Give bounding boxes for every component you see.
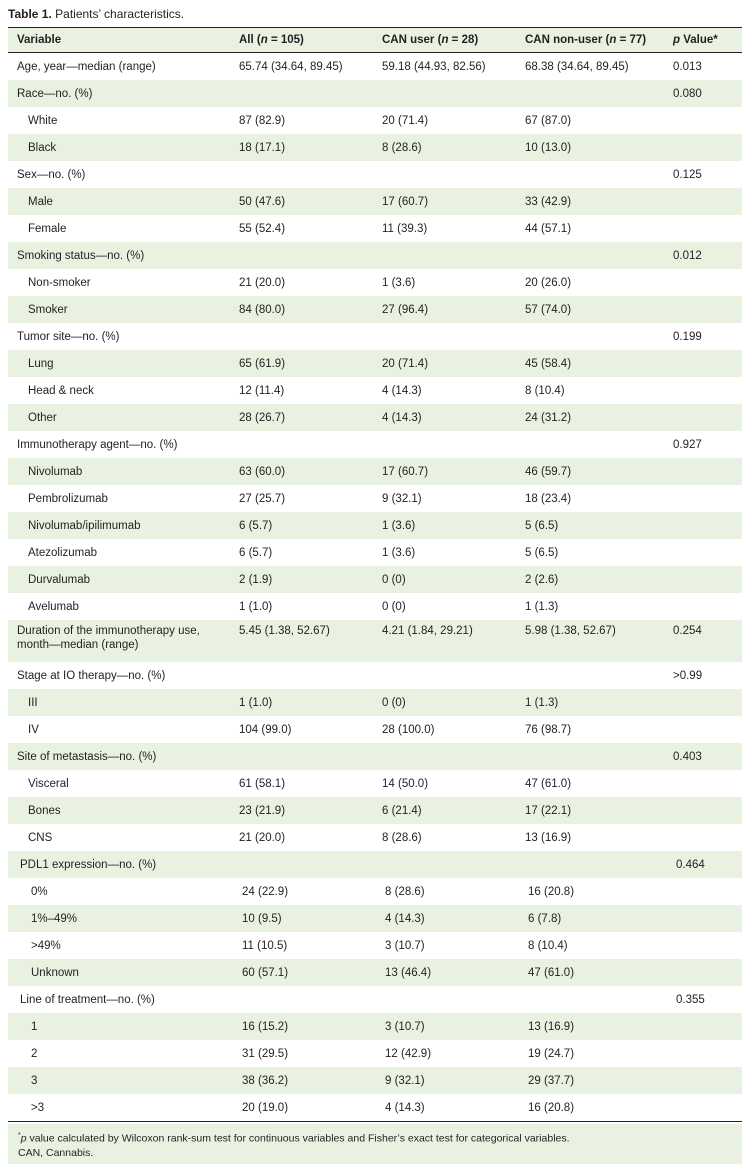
table-row: [8, 269, 742, 296]
cell-can-user: [373, 242, 516, 269]
table-row: [8, 242, 742, 269]
cell-all: 18 (17.1): [230, 134, 373, 161]
cell-can-user: 12 (42.9): [385, 1047, 432, 1060]
cell-p-value: 0.080: [664, 80, 742, 107]
cell-can-user: [373, 80, 516, 107]
cell-variable: CNS: [28, 831, 53, 844]
cell-can-non-user: 57 (74.0): [516, 296, 664, 323]
cell-can-user: [373, 431, 516, 458]
cell-all: 24 (22.9): [242, 885, 289, 898]
cell-can-non-user: [516, 986, 664, 1013]
cell-can-user: 59.18 (44.93, 82.56): [382, 60, 486, 73]
cell-can-non-user: 17 (22.1): [516, 797, 664, 824]
cell-variable: Line of treatment—no. (%): [20, 993, 155, 1006]
cell-p-value: [664, 350, 742, 377]
cell-can-non-user: 29 (37.7): [516, 1067, 664, 1094]
table-row: [8, 689, 742, 716]
table-row: [8, 80, 742, 107]
cell-can-user: 9 (32.1): [373, 1067, 516, 1094]
cell-all: 16 (15.2): [230, 1013, 373, 1040]
cell-all: 65 (61.9): [230, 350, 373, 377]
cell-all: 1 (1.0): [230, 689, 373, 716]
cell-p-value: [664, 404, 742, 431]
cell-can-non-user: 16 (20.8): [516, 1094, 664, 1122]
table-row: [8, 134, 742, 161]
cell-p-value: [664, 512, 742, 539]
cell-variable: Smoking status—no. (%): [8, 242, 230, 269]
cell-can-user: 1 (3.6): [373, 512, 516, 539]
cell-can-non-user: 10 (13.0): [516, 134, 664, 161]
cell-can-user: 0 (0): [373, 566, 516, 593]
table-row: [8, 215, 742, 242]
cell-can-non-user: 13 (16.9): [516, 1013, 664, 1040]
cell-can-non-user: 19 (24.7): [528, 1047, 575, 1060]
cell-can-user: 1 (3.6): [382, 276, 416, 289]
cell-can-non-user: 5.98 (1.38, 52.67): [516, 620, 664, 662]
table-row: [8, 539, 742, 566]
cell-all: [230, 431, 373, 458]
cell-can-user: [373, 743, 516, 770]
cell-variable: Pembrolizumab: [28, 492, 108, 505]
cell-p-value: [664, 1067, 742, 1094]
table-row: [8, 161, 742, 188]
cell-variable: Avelumab: [28, 600, 79, 613]
table-row: [8, 53, 742, 81]
cell-all: [230, 851, 373, 878]
header-can-user: CAN user (n = 28): [373, 28, 516, 53]
cell-all: 6 (5.7): [239, 546, 273, 559]
table-header-row: [8, 28, 742, 53]
cell-p-value: 0.012: [664, 242, 742, 269]
cell-can-non-user: [516, 80, 664, 107]
cell-all: 21 (20.0): [239, 831, 286, 844]
cell-variable: Other: [8, 404, 230, 431]
cell-can-non-user: 5 (6.5): [525, 546, 559, 559]
cell-variable: III: [8, 689, 230, 716]
cell-all: 28 (26.7): [230, 404, 373, 431]
cell-p-value: >0.99: [673, 669, 703, 682]
cell-variable: Immunotherapy agent—no. (%): [17, 438, 178, 451]
header-variable: Variable: [8, 28, 230, 53]
cell-all: 23 (21.9): [230, 797, 373, 824]
cell-can-non-user: 20 (26.0): [525, 276, 572, 289]
header-p-value: p Value*: [664, 28, 742, 53]
cell-can-user: 14 (50.0): [382, 777, 429, 790]
cell-p-value: [664, 797, 742, 824]
cell-can-non-user: 18 (23.4): [525, 492, 572, 505]
cell-all: 104 (99.0): [239, 723, 292, 736]
cell-can-non-user: 1 (1.3): [516, 689, 664, 716]
cell-p-value: 0.403: [664, 743, 742, 770]
cell-can-non-user: 1 (1.3): [525, 600, 559, 613]
cell-all: 84 (80.0): [230, 296, 373, 323]
cell-all: 10 (9.5): [230, 905, 373, 932]
cell-p-value: [664, 458, 742, 485]
table-row: [8, 662, 742, 689]
table-row: [8, 566, 742, 593]
cell-can-user: 4 (14.3): [373, 905, 516, 932]
cell-variable: PDL1 expression—no. (%): [8, 851, 230, 878]
cell-can-non-user: [516, 323, 664, 350]
cell-variable: 2: [31, 1047, 38, 1060]
cell-variable: >49%: [31, 939, 61, 952]
cell-variable: Male: [8, 188, 230, 215]
table-row: [8, 878, 742, 905]
table-caption: [8, 6, 184, 22]
cell-can-non-user: 33 (42.9): [516, 188, 664, 215]
cell-can-non-user: 46 (59.7): [516, 458, 664, 485]
cell-can-non-user: [516, 851, 664, 878]
cell-can-user: [373, 161, 516, 188]
table-row: [8, 932, 742, 959]
cell-p-value: [664, 566, 742, 593]
cell-can-user: 4 (14.3): [382, 384, 422, 397]
cell-all: 63 (60.0): [230, 458, 373, 485]
cell-p-value: 0.464: [664, 851, 742, 878]
cell-can-non-user: 8 (10.4): [525, 384, 565, 397]
cell-variable: Non-smoker: [28, 276, 91, 289]
cell-can-non-user: 8 (10.4): [528, 939, 568, 952]
cell-all: [230, 743, 373, 770]
cell-variable: 1%–49%: [8, 905, 230, 932]
table-row: [8, 485, 742, 512]
table-row: [8, 512, 742, 539]
cell-all: 31 (29.5): [242, 1047, 289, 1060]
cell-can-user: 9 (32.1): [382, 492, 422, 505]
cell-can-non-user: 67 (87.0): [525, 114, 572, 127]
cell-p-value: 0.355: [676, 993, 705, 1006]
footnote-line-1: *p value calculated by Wilcoxon rank-sum test for continuous variables and Fisher’s exact test for categorical variables.: [18, 1132, 570, 1145]
table-row: [8, 188, 742, 215]
cell-can-non-user: 68.38 (34.64, 89.45): [525, 60, 629, 73]
cell-variable: Duration of the immunotherapy use, month—median (range): [8, 620, 230, 662]
cell-can-user: 4 (14.3): [373, 1094, 516, 1122]
cell-p-value: [664, 1094, 742, 1122]
table-row: [8, 404, 742, 431]
table-row: [8, 1094, 742, 1122]
cell-all: 5.45 (1.38, 52.67): [230, 620, 373, 662]
cell-p-value: [664, 107, 742, 134]
cell-p-value: [664, 539, 742, 566]
table-row: [8, 770, 742, 797]
cell-can-user: 20 (71.4): [373, 350, 516, 377]
cell-variable: IV: [28, 723, 39, 736]
cell-can-user: 8 (28.6): [382, 831, 422, 844]
cell-all: 27 (25.7): [239, 492, 286, 505]
cell-all: 60 (57.1): [230, 959, 373, 986]
cell-can-user: [373, 323, 516, 350]
table-row: [8, 296, 742, 323]
table-row: [8, 1040, 742, 1067]
cell-can-non-user: 2 (2.6): [516, 566, 664, 593]
cell-can-user: 27 (96.4): [373, 296, 516, 323]
cell-can-user: 17 (60.7): [373, 458, 516, 485]
cell-all: 11 (10.5): [242, 939, 288, 952]
cell-can-user: 4.21 (1.84, 29.21): [373, 620, 516, 662]
cell-can-user: 3 (10.7): [385, 939, 425, 952]
cell-p-value: [664, 959, 742, 986]
cell-p-value: [664, 593, 742, 620]
cell-all: 20 (19.0): [230, 1094, 373, 1122]
cell-all: 87 (82.9): [239, 114, 286, 127]
cell-p-value: [664, 485, 742, 512]
cell-all: 61 (58.1): [239, 777, 286, 790]
cell-all: 6 (5.7): [230, 512, 373, 539]
cell-can-user: 4 (14.3): [373, 404, 516, 431]
table-row: [8, 1067, 742, 1094]
cell-can-non-user: [516, 242, 664, 269]
table-row: [8, 959, 742, 986]
cell-can-non-user: 44 (57.1): [525, 222, 572, 235]
cell-p-value: [664, 134, 742, 161]
cell-p-value: [664, 932, 742, 959]
cell-can-non-user: 13 (16.9): [525, 831, 572, 844]
cell-can-non-user: [516, 743, 664, 770]
patient-characteristics-table: [8, 27, 742, 1122]
cell-all: 38 (36.2): [230, 1067, 373, 1094]
cell-all: [230, 986, 373, 1013]
table-row: [8, 986, 742, 1013]
cell-can-user: [373, 851, 516, 878]
cell-all: 50 (47.6): [230, 188, 373, 215]
cell-can-user: 0 (0): [373, 689, 516, 716]
cell-variable: Race—no. (%): [8, 80, 230, 107]
cell-all: 2 (1.9): [230, 566, 373, 593]
cell-can-non-user: [516, 431, 664, 458]
table-row: [8, 350, 742, 377]
cell-all: [230, 662, 373, 689]
cell-can-user: 17 (60.7): [373, 188, 516, 215]
cell-variable: 3: [8, 1067, 230, 1094]
cell-p-value: 0.013: [673, 60, 702, 73]
cell-all: [230, 323, 373, 350]
cell-p-value: [664, 1013, 742, 1040]
cell-p-value: [664, 824, 742, 851]
table-row: [8, 851, 742, 878]
cell-p-value: [664, 770, 742, 797]
cell-variable: Bones: [8, 797, 230, 824]
cell-p-value: [664, 878, 742, 905]
table-row: [8, 377, 742, 404]
cell-can-user: [373, 986, 516, 1013]
table-footnote: [8, 1124, 742, 1164]
table-row: [8, 743, 742, 770]
cell-variable: Head & neck: [28, 384, 94, 397]
cell-p-value: 0.125: [673, 168, 702, 181]
cell-variable: Tumor site—no. (%): [17, 330, 120, 343]
cell-variable: Sex—no. (%): [17, 168, 86, 181]
cell-variable: Visceral: [28, 777, 69, 790]
table-row: [8, 620, 742, 662]
cell-can-user: 20 (71.4): [382, 114, 429, 127]
cell-variable: >3: [8, 1094, 230, 1122]
cell-p-value: 0.254: [664, 620, 742, 662]
cell-variable: White: [28, 114, 58, 127]
footnote-line-2: CAN, Cannabis.: [18, 1146, 94, 1159]
cell-variable: Atezolizumab: [28, 546, 98, 559]
cell-can-non-user: 47 (61.0): [516, 959, 664, 986]
cell-variable: Stage at IO therapy—no. (%): [17, 669, 166, 682]
cell-can-user: 8 (28.6): [373, 134, 516, 161]
table-row: [8, 458, 742, 485]
cell-p-value: [664, 716, 742, 743]
cell-variable: Black: [8, 134, 230, 161]
table-row: [8, 797, 742, 824]
cell-all: 1 (1.0): [239, 600, 273, 613]
cell-variable: Lung: [8, 350, 230, 377]
cell-can-user: 0 (0): [382, 600, 406, 613]
cell-p-value: [664, 689, 742, 716]
cell-p-value: [664, 296, 742, 323]
cell-variable: Nivolumab: [8, 458, 230, 485]
cell-can-user: 28 (100.0): [382, 723, 435, 736]
table-row: [8, 716, 742, 743]
cell-can-user: 3 (10.7): [373, 1013, 516, 1040]
table-row: [8, 431, 742, 458]
table-row: [8, 1013, 742, 1040]
cell-all: 21 (20.0): [239, 276, 286, 289]
cell-p-value: [664, 215, 742, 242]
cell-all: 12 (11.4): [239, 384, 285, 397]
cell-can-non-user: 24 (31.2): [516, 404, 664, 431]
cell-variable: Site of metastasis—no. (%): [8, 743, 230, 770]
table-row: [8, 824, 742, 851]
cell-variable: 0%: [31, 885, 48, 898]
cell-can-user: 6 (21.4): [373, 797, 516, 824]
table-row: [8, 107, 742, 134]
cell-p-value: [664, 905, 742, 932]
cell-p-value: [664, 269, 742, 296]
cell-p-value: 0.199: [673, 330, 702, 343]
cell-can-user: [373, 662, 516, 689]
cell-variable: Unknown: [8, 959, 230, 986]
cell-can-non-user: 45 (58.4): [516, 350, 664, 377]
cell-can-non-user: 47 (61.0): [525, 777, 572, 790]
cell-can-non-user: 16 (20.8): [528, 885, 575, 898]
cell-p-value: [664, 1040, 742, 1067]
table-caption-label: Table 1.: [8, 7, 52, 21]
cell-can-user: 13 (46.4): [373, 959, 516, 986]
cell-can-user: 11 (39.3): [382, 222, 428, 235]
table-row: [8, 593, 742, 620]
cell-p-value: [664, 188, 742, 215]
cell-variable: Durvalumab: [8, 566, 230, 593]
table-caption-text: Patients’ characteristics.: [55, 7, 185, 21]
table-row: [8, 905, 742, 932]
cell-variable: Age, year—median (range): [17, 60, 156, 73]
header-can-non-user: CAN non-user (n = 77): [516, 28, 664, 53]
cell-can-non-user: [516, 662, 664, 689]
cell-can-user: 8 (28.6): [385, 885, 425, 898]
cell-variable: Nivolumab/ipilimumab: [8, 512, 230, 539]
cell-can-user: 1 (3.6): [382, 546, 416, 559]
cell-all: [230, 242, 373, 269]
cell-can-non-user: 5 (6.5): [516, 512, 664, 539]
cell-p-value: 0.927: [673, 438, 702, 451]
cell-all: [230, 161, 373, 188]
cell-can-non-user: 76 (98.7): [525, 723, 572, 736]
cell-all: 55 (52.4): [239, 222, 286, 235]
cell-all: [230, 80, 373, 107]
cell-variable: Smoker: [8, 296, 230, 323]
cell-can-non-user: [516, 161, 664, 188]
cell-all: 65.74 (34.64, 89.45): [239, 60, 343, 73]
cell-p-value: [664, 377, 742, 404]
header-all: All (n = 105): [230, 28, 373, 53]
cell-variable: 1: [8, 1013, 230, 1040]
cell-variable: Female: [28, 222, 67, 235]
cell-can-non-user: 6 (7.8): [516, 905, 664, 932]
table-row: [8, 323, 742, 350]
